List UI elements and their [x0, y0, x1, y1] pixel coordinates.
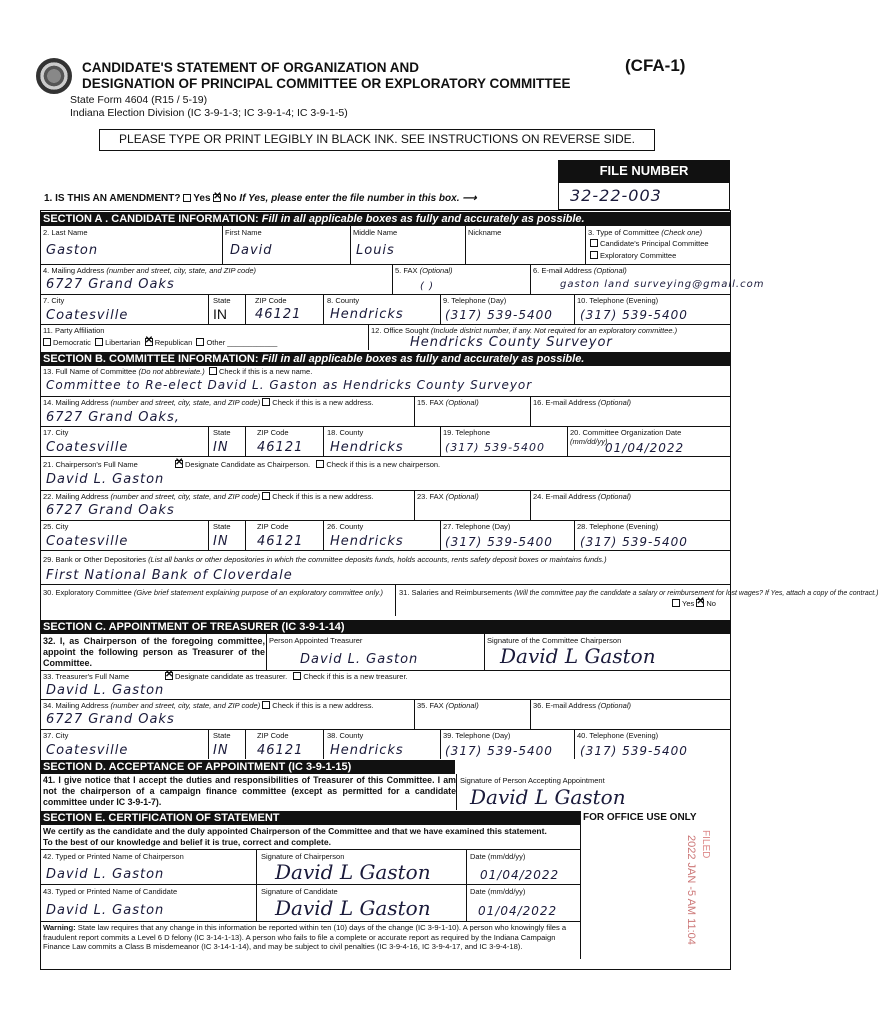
new-name-label: Check if this is a new name.	[218, 367, 313, 376]
chair-fax-text: 23. FAX	[417, 492, 444, 501]
zip-label: ZIP Code	[255, 296, 287, 305]
committee-address-label	[43, 398, 374, 407]
treasurer-address-hint: (number and street, city, state, and ZIP code)	[110, 701, 261, 710]
fax-text: 5. FAX	[395, 266, 418, 275]
cert-chair-name-value[interactable]: David L. Gaston	[46, 867, 165, 882]
new-chair-checkbox[interactable]	[316, 460, 324, 468]
committee-city-label: 17. City	[43, 428, 69, 437]
middle-name-value[interactable]: Louis	[356, 243, 395, 258]
committee-address-text: 14. Mailing Address	[43, 398, 109, 407]
exploratory-committee-label: Exploratory Committee	[600, 251, 677, 260]
telephone-evening-value[interactable]: (317) 539-5400	[580, 308, 688, 322]
treasurer-city-label: 37. City	[43, 731, 69, 740]
exploratory-committee-option[interactable]	[590, 251, 676, 260]
chair-city-label: 25. City	[43, 522, 69, 531]
chair-state-value[interactable]: IN	[213, 534, 229, 549]
cert-chair-date-label: Date (mm/dd/yy)	[470, 852, 526, 861]
certification-statement: We certify as the candidate and the duly appointed Chairperson of the Committee and that we have examined this statement. To the best of our knowledge and belief it is true, correct and complete.	[43, 826, 547, 847]
chair-new-address-checkbox[interactable]	[262, 492, 270, 500]
party-libertarian-checkbox[interactable]	[95, 338, 103, 346]
party-republican-label: Republican	[154, 338, 193, 347]
treasurer-telephone-day-value[interactable]: (317) 539-5400	[445, 744, 553, 758]
chair-county-label: 26. County	[327, 522, 364, 531]
party-republican-checkbox[interactable]	[145, 338, 153, 346]
designate-chair-checkbox[interactable]	[175, 460, 183, 468]
office-sought-value[interactable]: Hendricks County Surveyor	[410, 335, 613, 350]
treasurer-fax-text: 35. FAX	[417, 701, 444, 710]
section-b-header	[40, 352, 731, 366]
treasurer-name-label: 33. Treasurer's Full Name	[43, 672, 130, 681]
chair-email-label	[533, 492, 631, 501]
committee-fax-label	[417, 398, 479, 407]
amendment-hint: If Yes, please enter the file number in this box. ⟶	[239, 193, 477, 204]
chair-telephone-day-value[interactable]: (317) 539-5400	[445, 535, 553, 549]
committee-fax-text: 15. FAX	[417, 398, 444, 407]
treasurer-new-address-label: Check if this is a new address.	[272, 701, 374, 710]
committee-county-value[interactable]: Hendricks	[330, 440, 404, 455]
committee-email-label	[533, 398, 631, 407]
party-other-label: Other	[206, 338, 226, 347]
amendment-question	[44, 193, 477, 204]
county-value[interactable]: Hendricks	[330, 307, 404, 322]
mailing-address-hint: (number and street, city, state, and ZIP code)	[106, 266, 257, 275]
salaries-hint: (Will the committee pay the candidate a salary or reimbursement for lost wages? If Yes, attach a copy of the contract.)	[514, 590, 878, 597]
chair-signature-label: Signature of the Committee Chairperson	[487, 636, 622, 645]
treasurer-telephone-day-label: 39. Telephone (Day)	[443, 731, 511, 740]
exploratory-statement-text: 30. Exploratory Committee	[43, 588, 132, 597]
zip-value[interactable]: 46121	[255, 307, 302, 322]
state-label: State	[213, 296, 231, 305]
mailing-address-label	[43, 266, 256, 275]
committee-address-hint: (number and street, city, state, and ZIP code)	[110, 398, 261, 407]
chair-address-label	[43, 492, 374, 501]
last-name-value[interactable]: Gaston	[46, 243, 99, 258]
new-treasurer-checkbox[interactable]	[293, 672, 301, 680]
treasurer-address-value[interactable]: 6727 Grand Oaks	[46, 712, 175, 727]
cert-chair-date-value[interactable]: 01/04/2022	[480, 868, 560, 882]
committee-address-value[interactable]: 6727 Grand Oaks,	[46, 410, 180, 425]
principal-committee-checkbox[interactable]	[590, 239, 598, 247]
chair-telephone-day-label: 27. Telephone (Day)	[443, 522, 511, 531]
filed-date-stamp: 2022 JAN -5 AM 11:04	[685, 835, 697, 945]
cert-chair-signature-label: Signature of Chairperson	[261, 852, 345, 861]
warning-body: State law requires that any change in this information be reported within ten (10) days of the change (IC 3-9-1-10). A person who knowingly files a fraudulent report commits a Level 6 D felony (IC 3-14-1-13). A person who fails to file a complete or accurate report as required by the Indiana Campaign Finance Law commits a Class B misdemeanor (IC 3-14-1-14), and may be subject to civil penalties (IC 3-9-4-16, IC 3-9-4-17, and IC 3-9-4-18).	[43, 923, 567, 951]
email-hint: (Optional)	[593, 266, 627, 275]
chair-fax-label	[417, 492, 479, 501]
state-seal-icon	[36, 58, 72, 94]
filed-stamp: FILED	[700, 830, 711, 859]
committee-telephone-value[interactable]: (317) 539-5400	[445, 441, 546, 454]
committee-email-hint: (Optional)	[598, 398, 631, 407]
chairperson-name-value[interactable]: David L. Gaston	[46, 472, 165, 487]
new-chair-label: Check if this is a new chairperson.	[326, 460, 441, 469]
cert-candidate-date-label: Date (mm/dd/yy)	[470, 887, 526, 896]
committee-name-value[interactable]: Committee to Re-elect David L. Gaston as Hendricks County Surveyor	[46, 378, 533, 392]
salaries-no-checkbox[interactable]	[696, 599, 704, 607]
section-a-title: SECTION A . CANDIDATE INFORMATION:	[43, 213, 259, 225]
bank-text: 29. Bank or Other Depositories	[43, 555, 146, 564]
chair-email-text: 24. E-mail Address	[533, 492, 596, 501]
email-text: 6. E-mail Address	[533, 266, 592, 275]
chair-zip-value[interactable]: 46121	[257, 534, 304, 549]
fax-value[interactable]: ( )	[420, 281, 434, 292]
fax-hint: (Optional)	[419, 266, 453, 275]
telephone-day-value[interactable]: (317) 539-5400	[445, 308, 553, 322]
nickname-label: Nickname	[468, 228, 502, 237]
organization-date-value[interactable]: 01/04/2022	[605, 441, 685, 455]
committee-name-text: 13. Full Name of Committee	[43, 367, 137, 376]
warning-label: Warning:	[43, 923, 76, 932]
new-treasurer-label: Check if this is a new treasurer.	[303, 672, 408, 681]
committee-city-value[interactable]: Coatesville	[46, 440, 129, 455]
salaries-no-label: No	[706, 599, 716, 608]
committee-new-address-label: Check if this is a new address.	[272, 398, 374, 407]
section-d-header: SECTION D. ACCEPTANCE OF APPOINTMENT (IC 3-9-1-15)	[40, 760, 455, 774]
committee-state-value[interactable]: IN	[213, 440, 229, 455]
treasurer-fax-label	[417, 701, 479, 710]
city-value[interactable]: Coatesville	[46, 308, 129, 323]
committee-zip-value[interactable]: 46121	[257, 440, 304, 455]
appointed-treasurer-value[interactable]: David L. Gaston	[300, 652, 419, 667]
cert-candidate-signature-label: Signature of Candidate	[261, 887, 338, 896]
chair-address-text: 22. Mailing Address	[43, 492, 109, 501]
mailing-address-value[interactable]: 6727 Grand Oaks	[46, 277, 175, 292]
email-label	[533, 266, 627, 275]
form-title-line1: CANDIDATE'S STATEMENT OF ORGANIZATION AND	[82, 60, 419, 75]
acceptance-statement: 41. I give notice that I accept the duties and responsibilities of Treasurer of this Committee. I am not the chairperson of a campaign finance committee (except as permitted for a candidate committee under IC 3-9-1-7).	[43, 775, 456, 807]
salaries-label	[399, 588, 878, 597]
treasurer-county-label: 38. County	[327, 731, 364, 740]
section-e-header: SECTION E. CERTIFICATION OF STATEMENT	[40, 811, 580, 825]
first-name-label: First Name	[225, 228, 262, 237]
office-sought-text: 12. Office Sought	[371, 326, 429, 335]
cert-chair-signature: David L Gaston	[275, 860, 431, 884]
designate-treasurer-checkbox[interactable]	[165, 672, 173, 680]
file-number-value: 32-22-003	[570, 186, 662, 205]
treasurer-new-address-checkbox[interactable]	[262, 701, 270, 709]
salaries-yes-checkbox[interactable]	[672, 599, 680, 607]
last-name-label: 2. Last Name	[43, 228, 88, 237]
committee-state-label: State	[213, 428, 231, 437]
cert-candidate-name-value[interactable]: David L. Gaston	[46, 903, 165, 918]
principal-committee-option[interactable]	[590, 239, 709, 248]
designate-chair-option[interactable]	[175, 460, 440, 469]
treasurer-address-label	[43, 701, 374, 710]
exploratory-committee-checkbox[interactable]	[590, 251, 598, 259]
principal-committee-label: Candidate's Principal Committee	[600, 239, 709, 248]
section-c-header: SECTION C. APPOINTMENT OF TREASURER (IC 3-9-1-14)	[40, 620, 731, 634]
salaries-options	[672, 599, 716, 608]
committee-name-label	[43, 367, 312, 376]
party-libertarian-label: Libertarian	[105, 338, 141, 347]
treasurer-email-hint: (Optional)	[598, 701, 631, 710]
section-a-header	[40, 212, 731, 226]
chair-address-hint: (number and street, city, state, and ZIP code)	[110, 492, 261, 501]
chair-address-value[interactable]: 6727 Grand Oaks	[46, 503, 175, 518]
state-form-number: State Form 4604 (R15 / 5-19)	[70, 94, 208, 106]
chair-email-hint: (Optional)	[598, 492, 631, 501]
office-sought-label	[371, 326, 677, 335]
first-name-value[interactable]: David	[230, 243, 273, 258]
committee-name-hint: (Do not abbreviate.)	[138, 367, 205, 376]
salaries-text: 31. Salaries and Reimbursements	[399, 588, 512, 597]
committee-type-text: 3. Type of Committee	[588, 228, 660, 237]
amendment-yes-checkbox[interactable]	[183, 194, 191, 202]
section-b-subtitle: Fill in all applicable boxes as fully and accurately as possible.	[261, 353, 585, 365]
party-democratic-label: Democratic	[53, 338, 91, 347]
designate-treasurer-option[interactable]	[165, 672, 408, 681]
file-number-header: FILE NUMBER	[558, 160, 730, 182]
form-title-line2: DESIGNATION OF PRINCIPAL COMMITTEE OR EXPLORATORY COMMITTEE	[82, 76, 571, 91]
chair-fax-hint: (Optional)	[445, 492, 479, 501]
treasurer-signature-label: Signature of Person Accepting Appointment	[460, 776, 605, 785]
amendment-yes-label: Yes	[193, 193, 211, 204]
ink-notice: PLEASE TYPE OR PRINT LEGIBLY IN BLACK INK. SEE INSTRUCTIONS ON REVERSE SIDE.	[99, 129, 655, 151]
committee-new-address-checkbox[interactable]	[262, 398, 270, 406]
treasurer-zip-label: ZIP Code	[257, 731, 289, 740]
party-democratic-checkbox[interactable]	[43, 338, 51, 346]
treasurer-city-value[interactable]: Coatesville	[46, 743, 129, 758]
office-sought-hint: (Include district number, if any. Not required for an exploratory committee.)	[430, 326, 678, 335]
treasurer-email-text: 36. E-mail Address	[533, 701, 596, 710]
treasurer-telephone-evening-value[interactable]: (317) 539-5400	[580, 744, 688, 758]
office-use-label: FOR OFFICE USE ONLY	[583, 812, 697, 823]
chair-county-value[interactable]: Hendricks	[330, 534, 404, 549]
treasurer-zip-value[interactable]: 46121	[257, 743, 304, 758]
treasurer-address-text: 34. Mailing Address	[43, 701, 109, 710]
party-label: 11. Party Affiliation	[43, 326, 105, 335]
exploratory-statement-label	[43, 588, 383, 597]
cert-candidate-date-value[interactable]: 01/04/2022	[478, 904, 558, 918]
committee-telephone-label: 19. Telephone	[443, 428, 490, 437]
treasurer-email-label	[533, 701, 631, 710]
chair-telephone-evening-value[interactable]: (317) 539-5400	[580, 535, 688, 549]
chair-zip-label: ZIP Code	[257, 522, 289, 531]
email-value[interactable]: gaston land surveying@gmail.com	[560, 279, 765, 290]
election-division: Indiana Election Division (IC 3-9-1-3; IC 3-9-1-4; IC 3-9-1-5)	[70, 107, 348, 119]
exploratory-statement-hint: (Give brief statement explaining purpose of an exploratory committee only.)	[133, 588, 384, 597]
committee-county-label: 18. County	[327, 428, 364, 437]
committee-zip-label: ZIP Code	[257, 428, 289, 437]
cert-chair-name-label: 42. Typed or Printed Name of Chairperson	[43, 852, 184, 861]
treasurer-telephone-evening-label: 40. Telephone (Evening)	[577, 731, 659, 740]
chair-signature: David L Gaston	[500, 644, 656, 668]
telephone-evening-label: 10. Telephone (Evening)	[577, 296, 659, 305]
party-options: Democratic Libertarian ✕ Republican Other ____________	[43, 338, 277, 347]
new-name-checkbox[interactable]	[209, 367, 217, 375]
cert-candidate-name-label: 43. Typed or Printed Name of Candidate	[43, 887, 178, 896]
warning-text	[43, 923, 578, 952]
mailing-address-text: 4. Mailing Address	[43, 266, 105, 275]
treasurer-county-value[interactable]: Hendricks	[330, 743, 404, 758]
state-value[interactable]: IN	[213, 306, 227, 322]
salaries-yes-label: Yes	[682, 599, 695, 608]
organization-date-hint: (mm/dd/yy)	[570, 437, 608, 446]
chair-state-label: State	[213, 522, 231, 531]
section-a-subtitle: Fill in all applicable boxes as fully and accurately as possible.	[261, 213, 585, 225]
telephone-day-label: 9. Telephone (Day)	[443, 296, 507, 305]
city-label: 7. City	[43, 296, 65, 305]
bank-label	[43, 555, 607, 564]
designate-treasurer-label: Designate candidate as treasurer.	[175, 672, 288, 681]
committee-type-hint: (Check one)	[661, 228, 703, 237]
county-label: 8. County	[327, 296, 360, 305]
treasurer-name-value[interactable]: David L. Gaston	[46, 683, 165, 698]
bank-value[interactable]: First National Bank of Cloverdale	[46, 568, 293, 583]
form-code: (CFA-1)	[625, 56, 686, 75]
treasurer-state-label: State	[213, 731, 231, 740]
chair-new-address-label: Check if this is a new address.	[272, 492, 374, 501]
chair-telephone-evening-label: 28. Telephone (Evening)	[577, 522, 659, 531]
designate-chair-label: Designate Candidate as Chairperson.	[185, 460, 311, 469]
organization-date-label: 20. Committee Organization Date	[570, 428, 682, 437]
chairperson-name-label: 21. Chairperson's Full Name	[43, 460, 138, 469]
cert-candidate-signature: David L Gaston	[275, 896, 431, 920]
committee-email-text: 16. E-mail Address	[533, 398, 596, 407]
section-b-title: SECTION B. COMMITTEE INFORMATION:	[43, 353, 259, 365]
treasurer-signature: David L Gaston	[470, 785, 626, 809]
amendment-label: 1. IS THIS AN AMENDMENT?	[44, 193, 181, 204]
committee-type-label	[588, 228, 702, 237]
party-other-checkbox[interactable]	[196, 338, 204, 346]
chair-city-value[interactable]: Coatesville	[46, 534, 129, 549]
committee-fax-hint: (Optional)	[445, 398, 479, 407]
bank-hint: (List all banks or other depositories in which the committee deposits funds, holds accounts, rents safety deposit boxes or maintains funds.)	[148, 555, 607, 564]
amendment-no-label: No	[223, 193, 237, 204]
treasurer-fax-hint: (Optional)	[445, 701, 479, 710]
middle-name-label: Middle Name	[353, 228, 398, 237]
treasurer-appointment-statement: 32. I, as Chairperson of the foregoing committee, appoint the following person as Treasurer of the Committee.	[43, 636, 265, 668]
appointed-treasurer-label: Person Appointed Treasurer	[269, 636, 363, 645]
treasurer-state-value[interactable]: IN	[213, 743, 229, 758]
amendment-no-checkbox[interactable]	[213, 194, 221, 202]
fax-label	[395, 266, 453, 275]
